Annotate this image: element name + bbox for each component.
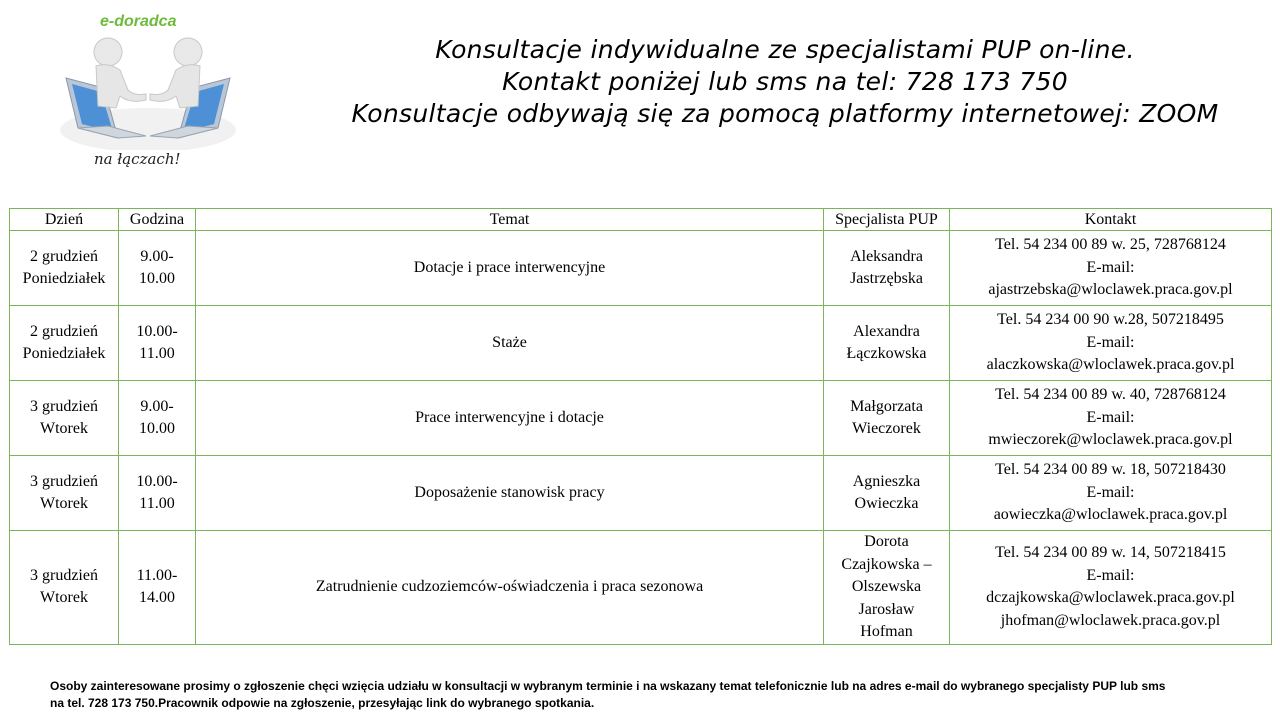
column-header-contact: Kontakt [950,209,1272,231]
day-date: 3 grudzień [30,472,98,490]
header-line-2: Kontakt poniżej lub sms na tel: 728 173 750 [502,67,1068,96]
day-weekday: Wtorek [40,420,88,437]
time-start: 10.00- [136,322,178,340]
contact-cell [950,381,1272,456]
specialist-cell [824,231,950,306]
logo-caption: na łączach! [94,150,181,168]
topic-cell: Dotacje i prace interwencyjne [196,231,824,306]
time-start: 9.00- [140,397,174,415]
page-header [290,34,1280,130]
contact-phone[interactable]: Tel. 54 234 00 89 w. 25, 728768124 [995,236,1226,254]
day-date: 2 grudzień [30,247,98,265]
specialist-name-line: Czajkowska – [841,555,932,573]
specialist-name-line: Aleksandra [850,247,923,265]
contact-email[interactable]: dczajkowska@wloclawek.praca.gov.pl [986,589,1235,607]
day-cell [10,231,119,306]
day-cell [10,531,119,645]
contact-phone[interactable]: Tel. 54 234 00 90 w.28, 507218495 [997,311,1224,329]
time-start: 10.00- [136,472,178,490]
contact-cell [950,456,1272,531]
contact-email-label: E-mail: [1086,333,1135,351]
header-line-1: Konsultacje indywidualne ze specjalistami PUP on-line. [435,35,1135,64]
day-weekday: Wtorek [40,495,88,512]
specialist-cell [824,306,950,381]
time-cell [119,306,196,381]
specialist-cell [824,456,950,531]
contact-cell [950,231,1272,306]
column-header-topic: Temat [196,209,824,231]
specialist-name-line: Olszewska [851,578,922,595]
specialist-name-line: Dorota [864,533,909,550]
column-header-day: Dzień [10,209,119,231]
table-row [10,456,1272,531]
time-cell [119,231,196,306]
consultation-schedule-table [9,208,1272,645]
handshake-laptops-illustration [58,32,238,150]
column-header-specialist: Specjalista PUP [824,209,950,231]
contact-email-label: E-mail: [1086,566,1135,584]
day-date: 2 grudzień [30,322,98,340]
contact-phone[interactable]: Tel. 54 234 00 89 w. 18, 507218430 [995,461,1226,479]
contact-phone[interactable]: Tel. 54 234 00 89 w. 14, 507218415 [995,544,1226,562]
time-end: 11.00 [139,495,175,512]
time-end: 14.00 [139,589,175,607]
specialist-name-line: Jarosław [858,600,915,618]
time-end: 10.00 [139,420,175,437]
contact-email[interactable]: ajastrzebska@wloclawek.praca.gov.pl [988,281,1233,299]
contact-email[interactable]: aowieczka@wloclawek.praca.gov.pl [993,506,1228,524]
time-cell [119,456,196,531]
day-weekday: Poniedziałek [22,270,106,287]
time-end: 11.00 [139,345,175,362]
specialist-name-line: Agnieszka [852,472,921,490]
table-row [10,531,1272,645]
topic-cell: Doposażenie stanowisk pracy [196,456,824,531]
topic-cell: Staże [196,306,824,381]
table-row [10,231,1272,306]
contact-email[interactable]: alaczkowska@wloclawek.praca.gov.pl [986,356,1235,374]
contact-email-label: E-mail: [1086,408,1135,426]
specialist-name-line: Hofman [860,623,913,640]
table-row [10,381,1272,456]
specialist-cell [824,531,950,645]
day-cell [10,381,119,456]
time-cell [119,531,196,645]
day-date: 3 grudzień [30,566,98,584]
contact-email[interactable]: jhofman@wloclawek.praca.gov.pl [1000,611,1221,629]
day-weekday: Poniedziałek [22,345,106,362]
time-start: 11.00- [136,566,178,584]
specialist-name-line: Jastrzębska [850,270,923,287]
contact-cell [950,531,1272,645]
contact-email-label: E-mail: [1086,483,1135,501]
specialist-name-line: Wieczorek [852,420,921,437]
specialist-name-line: Łączkowska [846,345,927,362]
contact-email-label: E-mail: [1086,258,1135,276]
table-header-row [10,209,1272,231]
time-start: 9.00- [140,247,174,265]
column-header-time: Godzina [119,209,196,231]
header-line-3: Konsultacje odbywają się za pomocą platformy internetowej: ZOOM [351,99,1219,128]
footer-line-2: na tel. 728 173 750.Pracownik odpowie na zgłoszenie, przesyłając link do wybranego spotkania. [50,696,595,710]
footer-line-1: Osoby zainteresowane prosimy o zgłoszenie chęci wzięcia udziału w konsultacji w wybranym terminie i na wskazany temat telefonicznie lub na adres e-mail do wybranego specjalisty PUP lub sms [50,679,1166,693]
topic-cell: Zatrudnienie cudzoziemców-oświadczenia i praca sezonowa [196,531,824,645]
contact-email[interactable]: mwieczorek@wloclawek.praca.gov.pl [988,431,1233,449]
footer-note [50,678,1260,712]
specialist-name-line: Alexandra [853,322,920,340]
time-end: 10.00 [139,270,175,287]
day-weekday: Wtorek [40,589,88,607]
topic-cell: Prace interwencyjne i dotacje [196,381,824,456]
specialist-name-line: Owieczka [854,495,919,512]
logo [58,8,238,173]
day-cell [10,306,119,381]
contact-cell [950,306,1272,381]
specialist-cell [824,381,950,456]
time-cell [119,381,196,456]
day-date: 3 grudzień [30,397,98,415]
day-cell [10,456,119,531]
logo-brand: e-doradca [100,13,177,30]
table-row [10,306,1272,381]
specialist-name-line: Małgorzata [850,397,923,415]
contact-phone[interactable]: Tel. 54 234 00 89 w. 40, 728768124 [995,386,1226,404]
